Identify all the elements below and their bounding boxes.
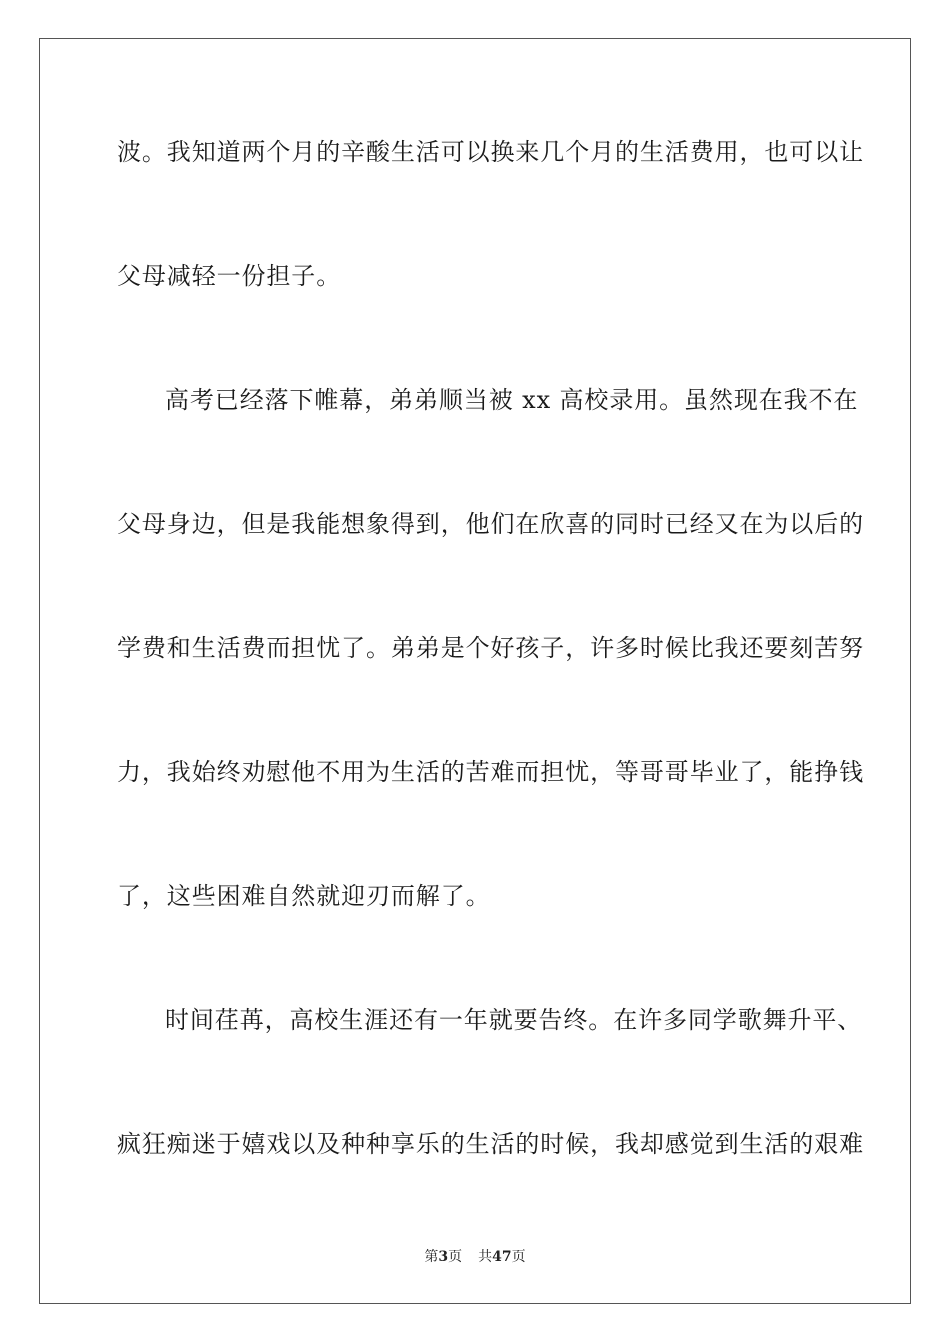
- page-prefix: 第: [424, 1249, 439, 1265]
- text-line-5: 学费和生活费而担忧了。弟弟是个好孩子，许多时候比我还要刻苦努: [117, 634, 864, 662]
- text-line-4: 父母身边，但是我能想象得到，他们在欣喜的同时已经又在为以后的: [117, 510, 864, 538]
- text-line-8: 时间荏苒，高校生涯还有一年就要告终。在许多同学歌舞升平、: [165, 1006, 863, 1034]
- text-line-7: 了，这些困难自然就迎刃而解了。: [117, 882, 491, 910]
- page-border: [39, 38, 911, 1304]
- total-suffix: 页: [511, 1249, 526, 1265]
- total-prefix: 共: [478, 1249, 493, 1265]
- text-line-2: 父母减轻一份担子。: [117, 262, 342, 290]
- page-suffix: 页: [448, 1249, 463, 1265]
- text-line-6: 力，我始终劝慰他不用为生活的苦难而担忧，等哥哥毕业了，能挣钱: [117, 758, 864, 786]
- text-line-9: 疯狂痴迷于嬉戏以及种种享乐的生活的时候，我却感觉到生活的艰难: [117, 1130, 864, 1158]
- page-footer: [0, 1248, 950, 1266]
- total-pages: 47: [492, 1249, 512, 1265]
- text-line-3: 高考已经落下帷幕，弟弟顺当被 xx 高校录用。虽然现在我不在: [165, 386, 859, 414]
- page-number: 3: [438, 1249, 449, 1265]
- text-line-1: 波。我知道两个月的辛酸生活可以换来几个月的生活费用，也可以让: [117, 138, 864, 166]
